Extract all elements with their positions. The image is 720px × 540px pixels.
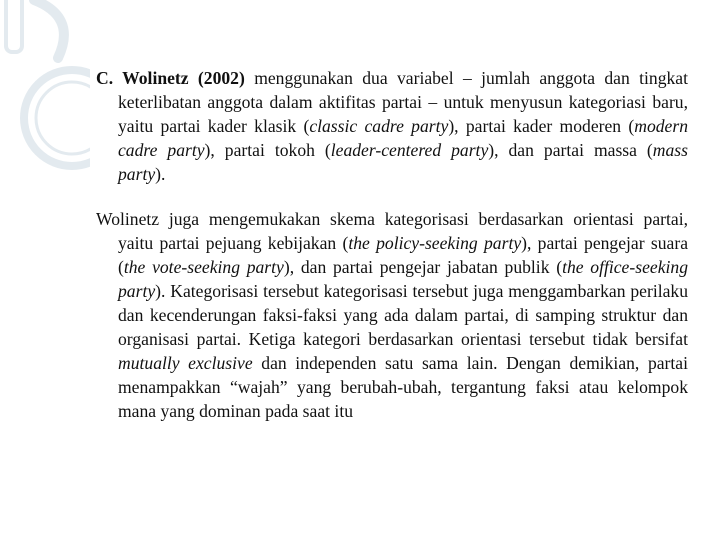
text-run: ), partai kader moderen (: [448, 116, 635, 136]
decorative-arc-large: [34, 0, 64, 58]
italic-term: mutually exclusive: [118, 353, 253, 373]
paragraph-wolinetz-variables: [96, 66, 688, 186]
italic-term: the vote-seeking party: [123, 257, 284, 277]
italic-term: leader-centered party: [330, 140, 489, 160]
text-run: ), dan partai pengejar jabatan publik (: [283, 257, 563, 277]
italic-term: the office-seeking party: [118, 257, 688, 301]
decorative-ring-inner: [36, 82, 90, 154]
text-run: ), partai pengejar suara (: [118, 233, 688, 277]
decorative-bar: [6, 0, 22, 52]
text-run: ).: [155, 164, 166, 184]
corner-decoration: [0, 0, 90, 200]
paragraph-orientation-categories: [96, 207, 688, 423]
slide-content: [96, 66, 688, 423]
italic-term: mass party: [118, 140, 688, 184]
text-run: dan independen satu sama lain. Dengan demikian, partai menampakkan “wajah” yang berubah-ubah, tergantung faksi atau kelompok mana yang dominan pada saat itu: [118, 353, 688, 421]
author-reference: C. Wolinetz (2002): [96, 68, 245, 88]
text-run: ). Kategorisasi tersebut kategorisasi tersebut juga menggambarkan perilaku dan kecenderungan faksi-faksi yang ada dalam partai, di samping struktur dan organisasi partai. Ketiga kategori berdasarkan orientasi tersebut tidak bersifat: [118, 281, 688, 349]
text-run: menggunakan dua variabel – jumlah anggota dan tingkat keterlibatan anggota dalam aktifitas partai – untuk menyusun kategoriasi baru, yaitu partai kader klasik (: [118, 68, 688, 136]
text-run: ), partai tokoh (: [204, 140, 331, 160]
text-run: Wolinetz juga mengemukakan skema kategorisasi berdasarkan orientasi partai, yaitu partai pejuang kebijakan (: [96, 209, 688, 253]
italic-term: classic cadre party: [309, 116, 449, 136]
italic-term: modern cadre party: [118, 116, 688, 160]
text-run: ), dan partai massa (: [488, 140, 653, 160]
italic-term: the policy-seeking party: [348, 233, 522, 253]
